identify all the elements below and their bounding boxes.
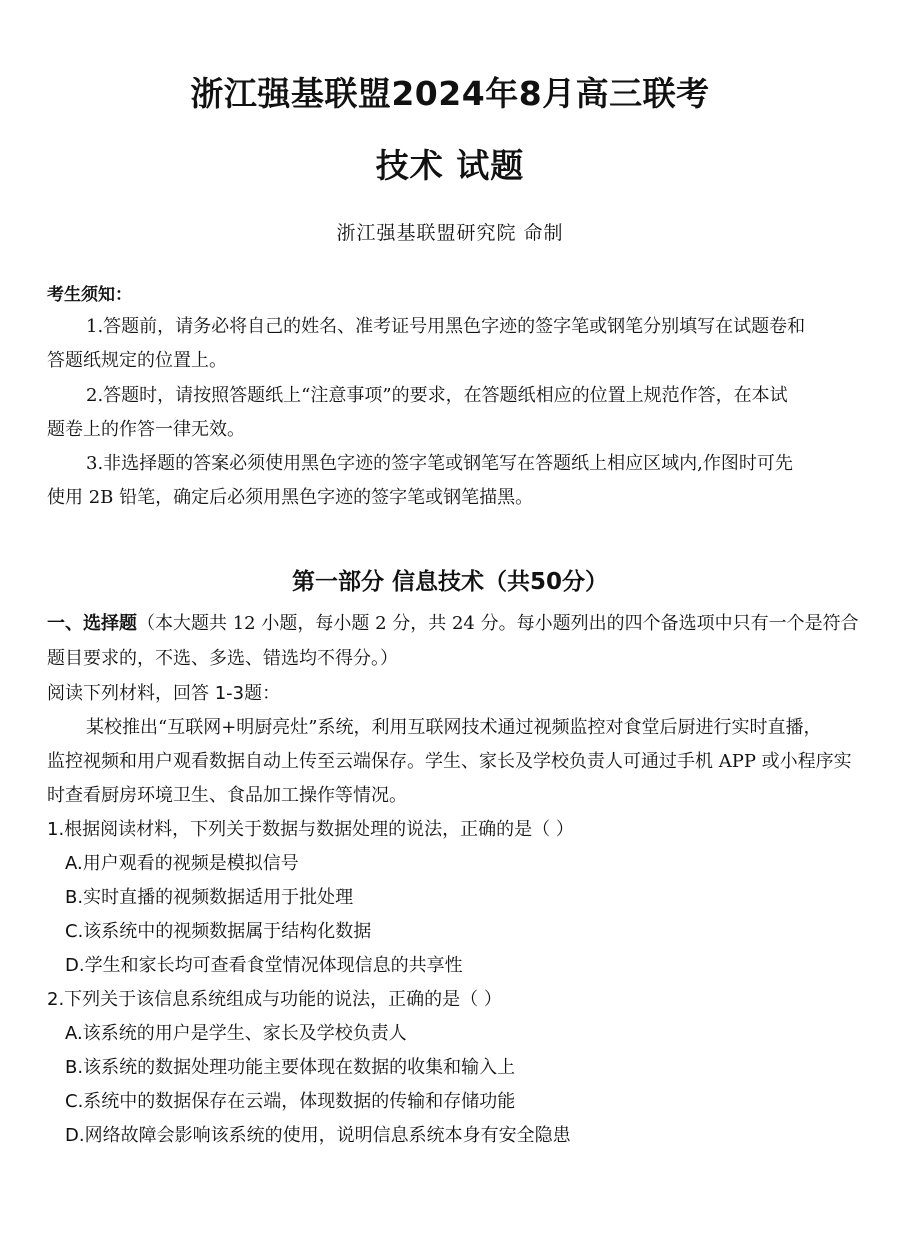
question-2-option-c: C.系统中的数据保存在云端，体现数据的传输和存储功能 (65, 1091, 516, 1112)
question-2-option-a: A.该系统的用户是学生、家长及学校负责人 (65, 1023, 407, 1044)
part-label: 一、选择题 (47, 613, 137, 634)
notice-heading: 考生须知： (47, 285, 132, 305)
question-1-option-b: B.实时直播的视频数据适用于批处理 (65, 887, 354, 908)
question-1-option-d: D.学生和家长均可查看食堂情况体现信息的共享性 (65, 955, 463, 976)
notice-item-2-line-2: 题卷上的作答一律无效。 (47, 419, 245, 440)
part-description: （本大题共 12 小题，每小题 2 分，共 24 分。每小题列出的四个备选项中只有一个是符合 (137, 613, 859, 634)
question-1-option-c: C.该系统中的视频数据属于结构化数据 (65, 921, 372, 942)
notice-item-2-line-1: 2.答题时，请按照答题纸上“注意事项”的要求，在答题纸相应的位置上规范作答，在本试 (86, 385, 788, 406)
question-2-option-b: B.该系统的数据处理功能主要体现在数据的收集和输入上 (65, 1057, 516, 1078)
question-1-stem: 1.根据阅读材料，下列关于数据与数据处理的说法，正确的是（ ） (47, 819, 574, 840)
part-description-line-2: 题目要求的，不选、多选、错选均不得分。） (47, 648, 398, 669)
question-2-option-d: D.网络故障会影响该系统的使用，说明信息系统本身有安全隐患 (65, 1125, 571, 1146)
reading-intro: 阅读下列材料，回答 1-3题： (47, 683, 281, 704)
material-line-1: 某校推出“互联网+明厨亮灶”系统，利用互联网技术通过视频监控对食堂后厨进行实时直播， (86, 717, 822, 738)
notice-item-1-line-2: 答题纸规定的位置上。 (47, 350, 227, 371)
question-1-option-a: A.用户观看的视频是模拟信号 (65, 853, 299, 874)
part-heading (47, 612, 859, 636)
notice-item-3-line-2: 使用 2B 铅笔，确定后必须用黑色字迹的签字笔或钢笔描黑。 (47, 487, 534, 508)
material-line-2: 监控视频和用户观看数据自动上传至云端保存。学生、家长及学校负责人可通过手机 APP 或小程序实 (47, 751, 852, 772)
question-2-stem: 2.下列关于该信息系统组成与功能的说法，正确的是（ ） (47, 989, 502, 1010)
exam-author: 浙江强基联盟研究院 命制 (336, 222, 564, 244)
material-line-3: 时查看厨房环境卫生、食品加工操作等情况。 (47, 785, 407, 806)
exam-subject-title: 技术 试题 (375, 146, 525, 185)
notice-item-3-line-1: 3.非选择题的答案必须使用黑色字迹的签字笔或钢笔写在答题纸上相应区域内,作图时可先 (86, 453, 793, 474)
exam-title: 浙江强基联盟2024年8月高三联考 (190, 74, 710, 113)
notice-item-1-line-1: 1.答题前，请务必将自己的姓名、准考证号用黑色字迹的签字笔或钢笔分别填写在试题卷和 (86, 316, 806, 337)
section-title: 第一部分 信息技术（共50分） (291, 569, 608, 595)
